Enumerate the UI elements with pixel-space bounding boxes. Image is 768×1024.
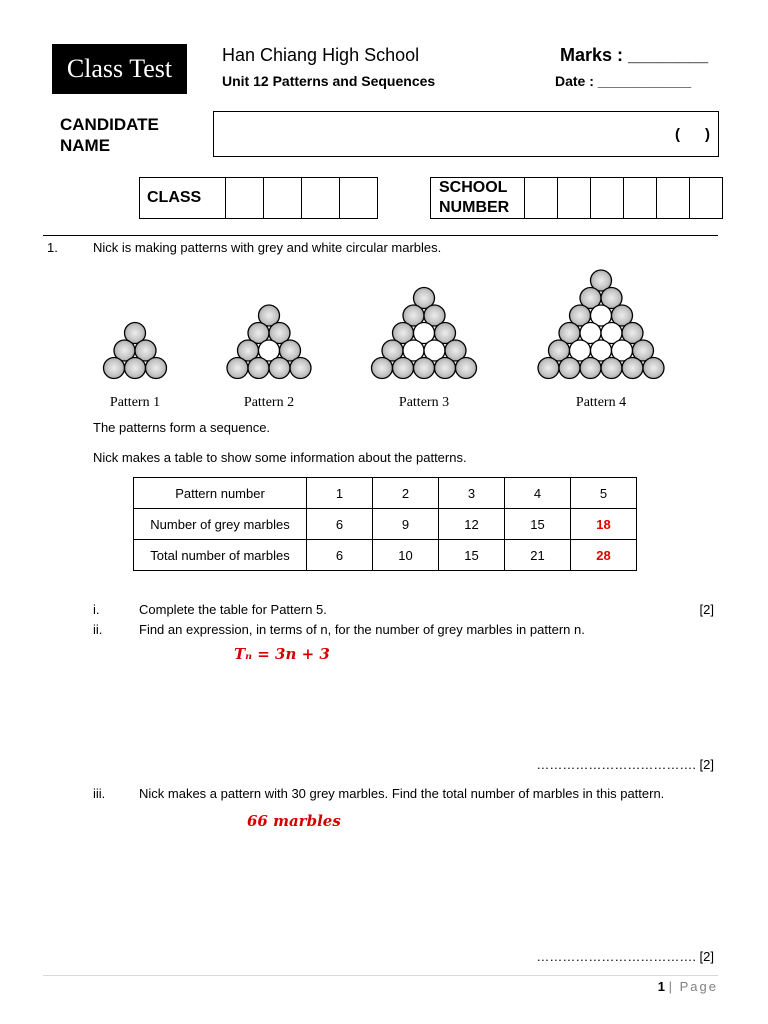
sequence-statement: The patterns form a sequence. [93,420,271,435]
candidate-name-box[interactable] [213,111,719,157]
table-cell: 4 [505,478,571,509]
answer-cell: 18 [571,509,637,540]
grey-marble [290,358,311,379]
row-header: Pattern number [134,478,307,509]
table-cell: 15 [439,540,505,571]
table-cell: 21 [505,540,571,571]
school-number-label-line1: SCHOOL [439,179,508,196]
part-iii-number: iii. [93,786,106,801]
candidate-label [60,114,159,156]
grey-marble [622,358,643,379]
candidate-label-line1: CANDIDATE [60,115,159,134]
row-header: Total number of marbles [134,540,307,571]
table-cell: 5 [571,478,637,509]
marble-patterns-figure [0,260,768,420]
part-ii-text: Find an expression, in terms of n, for the number of grey marbles in pattern n. [139,622,585,637]
candidate-label-line2: NAME [60,136,111,155]
part-ii-number: ii. [93,622,103,637]
table-cell: 10 [373,540,439,571]
school-name: Han Chiang High School [222,45,420,65]
part-i-marks: [2] [699,602,714,617]
grey-marble [104,358,125,379]
grey-marble [601,358,622,379]
table-cell: 15 [505,509,571,540]
part-iii-marks: ………………………………. [2] [536,949,714,964]
grey-marble [146,358,167,379]
class-grid [139,177,378,219]
table-cell: 6 [307,540,373,571]
grey-marble [269,358,290,379]
class-cell[interactable] [264,178,302,219]
part-i-text: Complete the table for Pattern 5. [139,602,327,617]
class-test-badge: Class Test [52,44,187,94]
table-cell: 6 [307,509,373,540]
grey-marble [456,358,477,379]
table-cell: 1 [307,478,373,509]
part-ii-answer: Tₙ = 3n + 3 [234,645,330,663]
table-cell: 9 [373,509,439,540]
pattern-label-2: Pattern 2 [243,395,295,410]
grey-marble [538,358,559,379]
school-number-label [431,178,525,219]
table-intro: Nick makes a table to show some information about the patterns. [93,450,467,465]
part-ii-marks: ………………………………. [2] [536,757,714,772]
answer-cell: 28 [571,540,637,571]
school-number-label-line2: NUMBER [439,199,510,216]
grey-marble [414,358,435,379]
grey-marble [248,358,269,379]
class-cell[interactable] [302,178,340,219]
unit-title: Unit 12 Patterns and Sequences [222,73,436,89]
school-number-cell[interactable] [558,178,591,219]
footer-divider [43,975,718,976]
page-footer [658,979,718,994]
grey-marble [372,358,393,379]
part-i-number: i. [93,602,100,617]
table-cell: 3 [439,478,505,509]
page-number: 1 [657,979,666,994]
class-cell[interactable] [226,178,264,219]
header-divider [43,235,718,236]
table-row [134,509,637,540]
table-cell: 2 [373,478,439,509]
grey-marble [125,358,146,379]
marks-field: Marks : ________ [560,45,709,65]
school-number-cell[interactable] [591,178,624,219]
class-label: CLASS [140,178,226,219]
page-label: | Page [668,979,718,994]
school-number-grid [430,177,723,219]
pattern-label-4: Pattern 4 [575,395,627,410]
grey-marble [559,358,580,379]
pattern-table [133,477,637,571]
pattern-label-3: Pattern 3 [398,395,450,410]
candidate-index-paren: ( ) [675,126,710,143]
class-cell[interactable] [340,178,378,219]
table-cell: 12 [439,509,505,540]
grey-marble [580,358,601,379]
grey-marble [643,358,664,379]
grey-marble [227,358,248,379]
date-field: Date : ____________ [555,73,692,89]
grey-marble [393,358,414,379]
table-row [134,540,637,571]
school-number-cell[interactable] [525,178,558,219]
school-number-cell[interactable] [624,178,657,219]
question-intro: Nick is making patterns with grey and white circular marbles. [93,240,442,255]
grey-marble [435,358,456,379]
table-row [134,478,637,509]
question-number: 1. [47,240,58,255]
part-iii-answer: 66 marbles [247,812,341,830]
row-header: Number of grey marbles [134,509,307,540]
school-number-cell[interactable] [657,178,690,219]
part-iii-text: Nick makes a pattern with 30 grey marbles. Find the total number of marbles in this pattern. [139,786,665,801]
school-number-cell[interactable] [690,178,723,219]
pattern-label-1: Pattern 1 [109,395,161,410]
